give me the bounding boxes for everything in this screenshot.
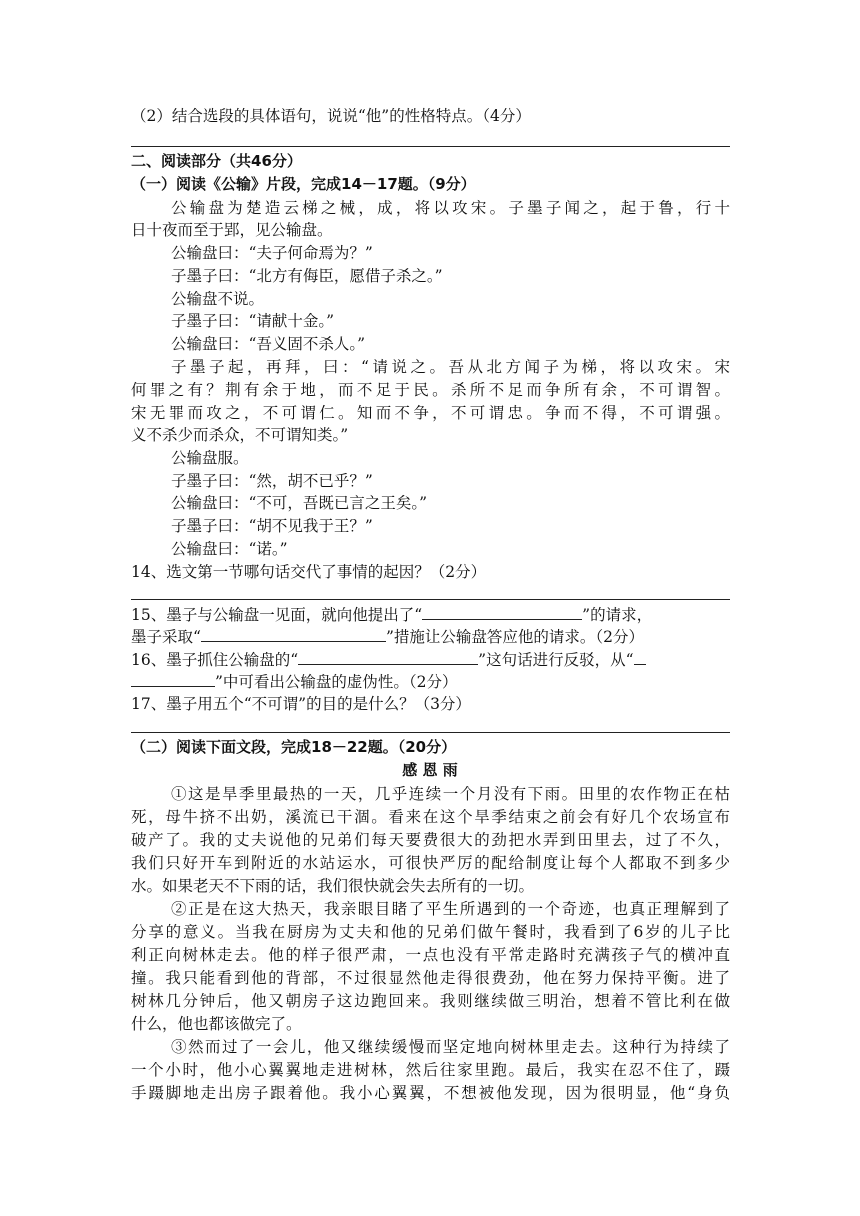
dialogue-line: 公输盘曰：“不可，吾既已言之王矣。” <box>171 494 428 512</box>
article-line: 手蹑脚地走出房子跟着他。我小心翼翼，不想被他发现，因为很明显，他“身负 <box>131 1084 730 1102</box>
article-line: 什么，他也都该做完了。 <box>131 1015 302 1033</box>
question-14: 14、选文第一节哪句话交代了事情的起因？（2分） <box>131 563 487 581</box>
answer-line <box>131 146 730 147</box>
dialogue-line: 子墨子曰：“然，胡不已乎？” <box>171 472 373 490</box>
dialogue-line: 公输盘服。 <box>171 449 249 467</box>
article-line: 一个小时，他小心翼翼地走进树林，然后往家里跑。最后，我实在忍不住了，蹑 <box>131 1061 730 1079</box>
dialogue-line: 公输盘不说。 <box>171 290 265 308</box>
dialogue-line: 子墨子曰：“北方有侮臣，愿借子杀之。” <box>171 267 443 285</box>
passage1-line: 日十夜而至于郢，见公输盘。 <box>131 221 333 239</box>
dialogue-line: 子墨子曰：“胡不见我于王？” <box>171 517 373 535</box>
question-15-cont: 墨子采取“ ”措施让公输盘答应他的请求。（2分） <box>131 625 644 648</box>
section-heading: 二、阅读部分（共46分） <box>131 152 302 170</box>
dialogue-line: 公输盘曰：“吾义固不杀人。” <box>171 335 366 353</box>
question-16-cont: ”中可看出公输盘的虚伪性。（2分） <box>131 670 458 693</box>
answer-line <box>131 599 730 600</box>
answer-line <box>131 732 730 733</box>
part1-heading: （一）阅读《公输》片段，完成14－17题。（9分） <box>131 175 476 193</box>
answer-blank[interactable] <box>298 648 478 665</box>
answer-blank[interactable] <box>422 603 582 620</box>
question-16: 16、墨子抓住公输盘的“ ”这句话进行反驳，从“ <box>131 648 646 671</box>
article-line: ③然而过了一会儿，他又继续缓慢而坚定地向树林里走去。这种行为持续了 <box>171 1038 730 1056</box>
passage2-line: 何罪之有？荆有余于地，而不足于民。杀所不足而争所有余，不可谓智。 <box>131 381 730 399</box>
passage1-line: 公输盘为楚造云梯之械，成，将以攻宋。子墨子闻之，起于鲁，行十 <box>171 199 730 217</box>
article-line: 分享的意义。当我在厨房为丈夫和他的兄弟们做午餐时，我看到了6岁的儿子比 <box>131 923 730 941</box>
passage2-line: 义不杀少而杀众，不可谓知类。” <box>131 426 349 444</box>
article-line: 破产了。我的丈夫说他的兄弟们每天要费很大的劲把水弄到田里去，过了不久， <box>131 831 730 849</box>
dialogue-line: 公输盘曰：“夫子何命焉为？” <box>171 244 373 262</box>
article-line: ①这是旱季里最热的一天，几乎连续一个月没有下雨。田里的农作物正在枯 <box>171 785 730 803</box>
answer-blank[interactable] <box>131 670 215 687</box>
article-line: ②正是在这大热天，我亲眼目睹了平生所遇到的一个奇迹，也真正理解到了 <box>171 900 730 918</box>
answer-blank[interactable] <box>201 625 386 642</box>
passage2-line: 子墨子起，再拜，曰：“请说之。吾从北方闻子为梯，将以攻宋。宋 <box>171 358 730 376</box>
dialogue-line: 公输盘曰：“诺。” <box>171 540 288 558</box>
article-line: 树林几分钟后，他又朝房子这边跑回来。我则继续做三明治，想着不管比利在做 <box>131 992 730 1010</box>
article-line: 死，母牛挤不出奶，溪流已干涸。看来在这个旱季结束之前会有好几个农场宣布 <box>131 808 730 826</box>
answer-blank[interactable] <box>634 648 646 665</box>
article-title: 感 恩 雨 <box>402 761 458 779</box>
article-line: 水。如果老天不下雨的话，我们很快就会失去所有的一切。 <box>131 877 535 895</box>
part2-heading: （二）阅读下面文段，完成18－22题。（20分） <box>131 738 457 756</box>
article-line: 我们只好开车到附近的水站运水，可很快严厉的配给制度让每个人都取不到多少 <box>131 854 730 872</box>
dialogue-line: 子墨子曰：“请献十金。” <box>171 312 335 330</box>
question-17: 17、墨子用五个“不可谓”的目的是什么？（3分） <box>131 695 471 713</box>
question-prev-2: （2）结合选段的具体语句，说说“他”的性格特点。（4分） <box>131 107 531 125</box>
article-line: 撞。我只能看到他的背部，不过很显然他走得很费劲，他在努力保持平衡。进了 <box>131 969 730 987</box>
article-line: 利正向树林走去。他的样子很严肃，一点也没有平常走路时充满孩子气的横冲直 <box>131 946 730 964</box>
question-15: 15、墨子与公输盘一见面，就向他提出了“ ”的请求， <box>131 603 652 626</box>
passage2-line: 宋无罪而攻之，不可谓仁。知而不争，不可谓忠。争而不得，不可谓强。 <box>131 404 730 422</box>
